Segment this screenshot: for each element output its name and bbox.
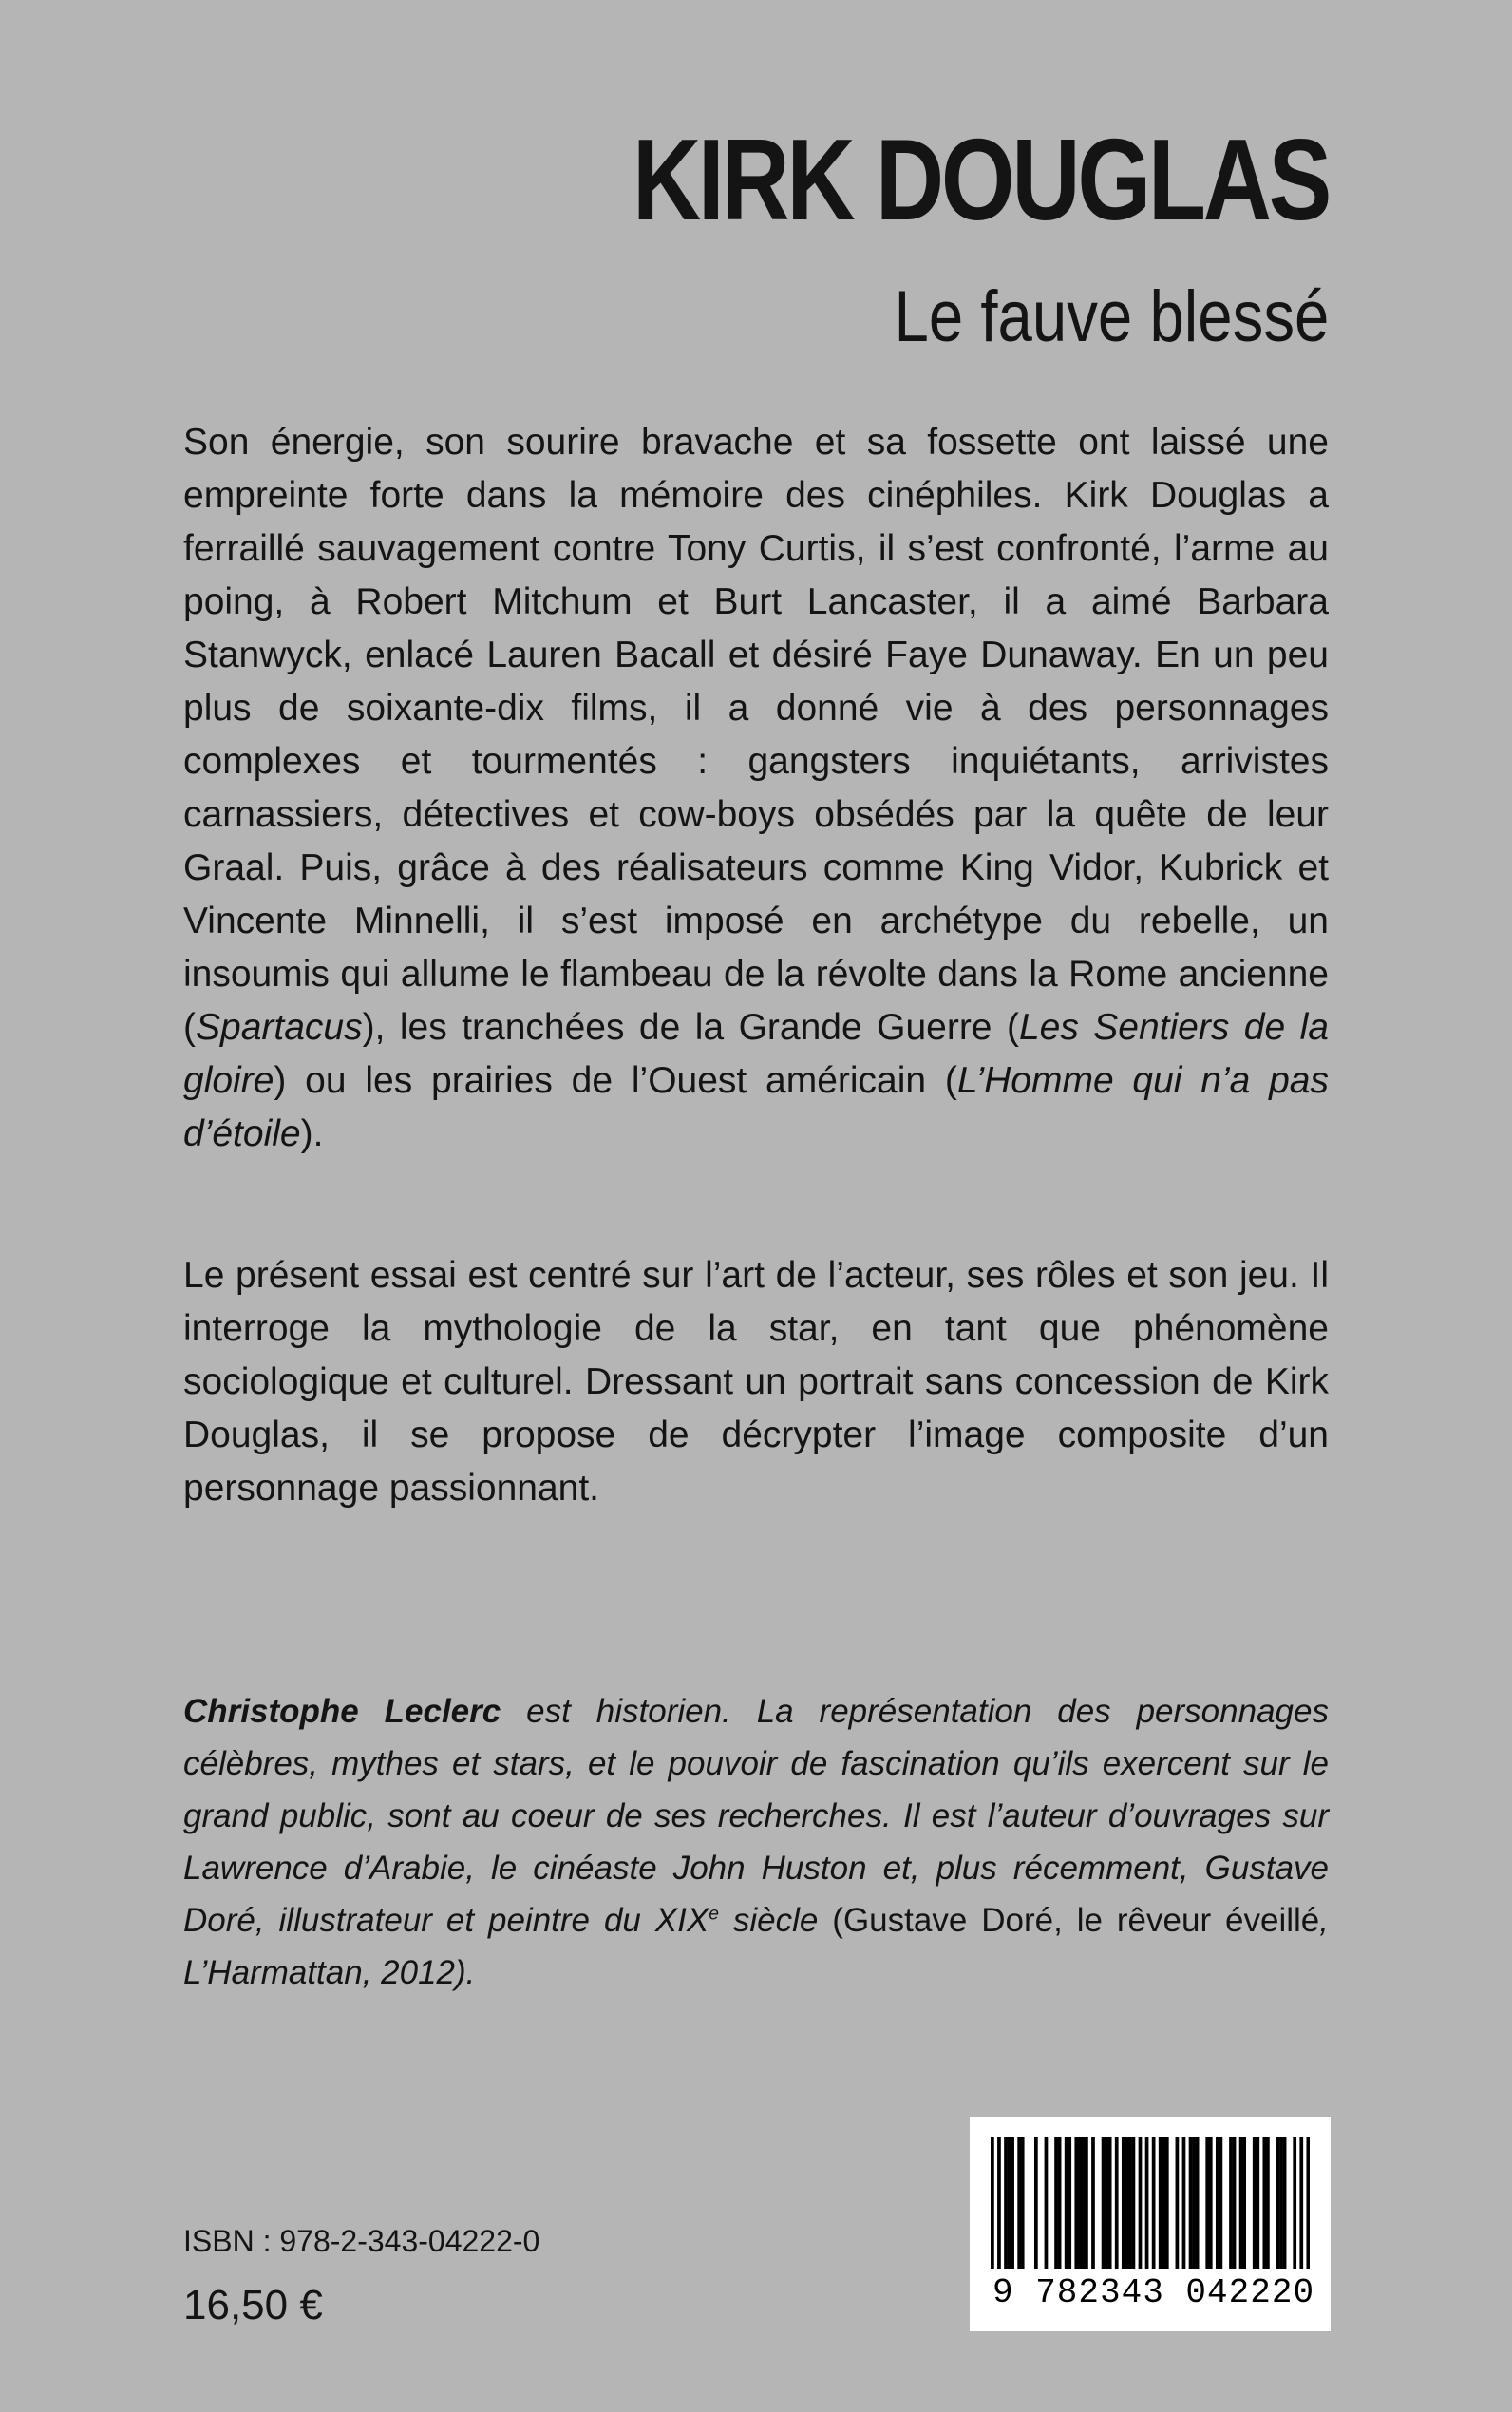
summary-paragraph-1 bbox=[183, 416, 1329, 1161]
price: 16,50 € bbox=[183, 2282, 323, 2328]
barcode-bar bbox=[1306, 2137, 1310, 2269]
barcode-bar bbox=[1017, 2137, 1021, 2269]
barcode-bar bbox=[1145, 2137, 1149, 2269]
film-title-spartacus: Spartacus bbox=[196, 1007, 363, 1048]
barcode-bar bbox=[1279, 2137, 1283, 2269]
barcode-bar bbox=[1162, 2137, 1165, 2269]
barcode-bar bbox=[1125, 2137, 1128, 2269]
barcode-bar bbox=[1209, 2137, 1213, 2269]
barcode-bar bbox=[1256, 2137, 1259, 2269]
barcode-bar bbox=[1091, 2137, 1095, 2269]
barcode-bar bbox=[1242, 2137, 1246, 2269]
barcode-bar bbox=[1105, 2137, 1108, 2269]
barcode-bar bbox=[1192, 2137, 1196, 2269]
barcode-bar bbox=[1165, 2137, 1169, 2269]
author-bio-text: , L’Harmattan, 2012). bbox=[183, 1902, 1329, 1991]
barcode-bar bbox=[1054, 2137, 1058, 2269]
barcode-bar bbox=[997, 2137, 1001, 2269]
barcode-bar bbox=[1239, 2137, 1243, 2269]
barcode-bar bbox=[1085, 2137, 1088, 2269]
author-bio-text: siècle bbox=[718, 1902, 833, 1939]
barcode-bar bbox=[1128, 2137, 1132, 2269]
barcode-bar bbox=[1115, 2137, 1119, 2269]
barcode-bar bbox=[1074, 2137, 1078, 2269]
book-subtitle: Le fauve blessé bbox=[894, 276, 1329, 357]
author-book-title: (Gustave Doré, le rêveur éveillé bbox=[832, 1902, 1320, 1939]
barcode-bar bbox=[1293, 2137, 1296, 2269]
barcode-bar bbox=[1182, 2137, 1186, 2269]
barcode-bar bbox=[1034, 2137, 1038, 2269]
barcode-bar bbox=[1152, 2137, 1156, 2269]
book-title: KIRK DOUGLAS bbox=[632, 115, 1329, 244]
author-name: Christophe Leclerc bbox=[183, 1693, 501, 1730]
barcode-bar bbox=[1196, 2137, 1200, 2269]
barcode-bar bbox=[1233, 2137, 1237, 2269]
film-title-homme: L’Homme qui n’a pas d’étoile bbox=[183, 1060, 1329, 1154]
barcode-bar bbox=[1045, 2137, 1049, 2269]
barcode-bar bbox=[991, 2137, 994, 2269]
barcode-bar bbox=[1102, 2137, 1106, 2269]
summary-text: ). bbox=[300, 1113, 324, 1154]
barcode-bar bbox=[1122, 2137, 1125, 2269]
barcode-bar bbox=[1068, 2137, 1071, 2269]
barcode-bar bbox=[1262, 2137, 1266, 2269]
barcode-bar bbox=[1176, 2137, 1180, 2269]
barcode-bar bbox=[1205, 2137, 1209, 2269]
barcode-bar bbox=[1253, 2137, 1257, 2269]
barcode-bar bbox=[1021, 2137, 1025, 2269]
barcode-digits: 9 782343 042220 bbox=[992, 2273, 1315, 2312]
barcode-bar bbox=[1139, 2137, 1143, 2269]
summary-text: ) ou les prairies de l’Ouest américain ( bbox=[274, 1060, 957, 1101]
barcode-bar bbox=[1266, 2137, 1270, 2269]
author-bio-superscript: e bbox=[709, 1904, 719, 1925]
barcode-bar bbox=[1276, 2137, 1280, 2269]
isbn: ISBN : 978-2-343-04222-0 bbox=[183, 2224, 540, 2258]
barcode-bar bbox=[1078, 2137, 1082, 2269]
barcode-bar bbox=[1219, 2137, 1223, 2269]
barcode-bar bbox=[1299, 2137, 1303, 2269]
barcode-bars bbox=[991, 2137, 1310, 2269]
barcode bbox=[970, 2117, 1331, 2331]
barcode-bar bbox=[1011, 2137, 1014, 2269]
film-title-sentiers: Les Sentiers de la gloire bbox=[183, 1007, 1329, 1101]
author-bio bbox=[183, 1685, 1329, 1999]
summary-text: ), les tranchées de la Grande Guerre ( bbox=[362, 1007, 1019, 1048]
barcode-bar bbox=[1058, 2137, 1062, 2269]
barcode-bar bbox=[1283, 2137, 1287, 2269]
barcode-bar bbox=[1216, 2137, 1219, 2269]
barcode-bar bbox=[1132, 2137, 1136, 2269]
summary-text: Son énergie, son sourire bravache et sa fossette ont laissé une empreinte forte dans la mémoire des cinéphiles. Kirk Douglas a ferraillé sauvagement contre Tony Curtis, il s’est confronté, l’arme au poing, à Robert Mitchum et Burt Lancaster, il a aimé Barbara Stanwyck, enlacé Lauren Bacall et désiré Faye Dunaway. En un peu plus de soixante-dix films, il a donné vie à des personnages complexes et tourmentés : gangsters inquiétants, arrivistes carnassiers, détectives et cow-boys obsédés par la quête de leur Graal. Puis, grâce à des réalisateurs comme King Vidor, Kubrick et Vincente Minnelli, il s’est imposé en archétype du rebelle, un insoumis qui allume le flambeau de la révolte dans la Rome ancienne ( bbox=[183, 422, 1329, 1048]
barcode-bar bbox=[1189, 2137, 1193, 2269]
barcode-bar bbox=[1108, 2137, 1112, 2269]
barcode-bar bbox=[1229, 2137, 1233, 2269]
barcode-bar bbox=[1065, 2137, 1068, 2269]
barcode-bar bbox=[1159, 2137, 1162, 2269]
barcode-bar bbox=[1004, 2137, 1008, 2269]
barcode-bar bbox=[1081, 2137, 1085, 2269]
summary-paragraph-2: Le présent essai est centré sur l’art de l’acteur, ses rôles et son jeu. Il interroge la mythologie de la star, en tant que phénomène sociologique et culturel. Dressant un portrait sans concession de Kirk Douglas, il se propose de décrypter l’image composite d’un personnage passionnant. bbox=[183, 1255, 1329, 1509]
author-bio-text: est historien. La représentation des personnages célèbres, mythes et stars, et le pouvoir de fascination qu’ils exercent sur le grand public, sont au coeur de ses recherches. Il est l’auteur d’ouvrages sur Lawrence d’Arabie, le cinéaste John Huston et, plus récemment, Gustave Doré, illustrateur et peintre du XIX bbox=[183, 1693, 1329, 1939]
barcode-bar bbox=[1008, 2137, 1011, 2269]
